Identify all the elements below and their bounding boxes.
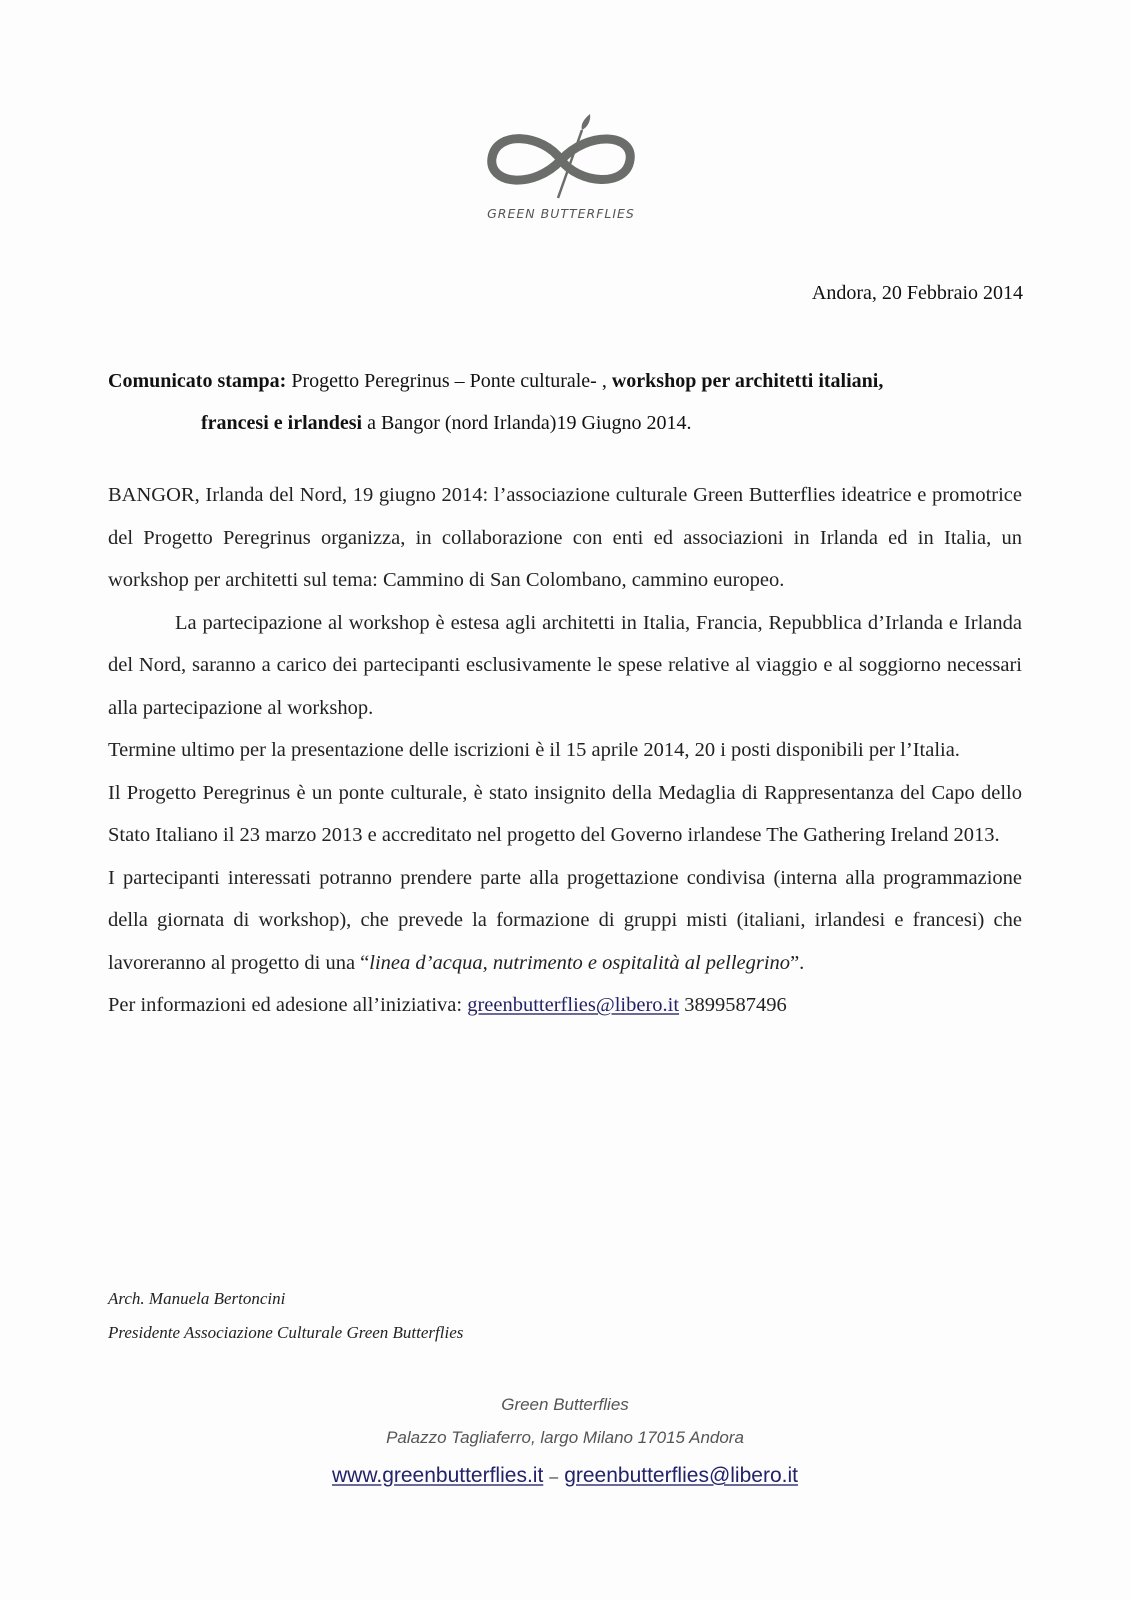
logo-text: GREEN BUTTERFLIES — [487, 206, 635, 221]
footer-address: Palazzo Tagliaferro, largo Milano 17015 Andora — [386, 1428, 744, 1447]
contact-email-link[interactable]: greenbutterflies@libero.it — [467, 994, 680, 1016]
signature-role: Presidente Associazione Culturale Green Butterflies — [108, 1323, 464, 1342]
footer-email-link[interactable]: greenbutterflies@libero.it — [564, 1464, 798, 1487]
footer — [0, 1388, 1130, 1498]
footer-website-link[interactable]: www.greenbutterflies.it — [332, 1464, 544, 1487]
logo — [478, 112, 644, 227]
heading-bold2: francesi e irlandesi — [201, 412, 363, 434]
participants-text: I partecipanti interessati potranno prendere parte alla progettazione condivisa (interna alla programmazione della giornata di workshop), che prevede la formazione di gruppi misti (italiani, irlandesi e francesi) che lavoreranno al progetto di una “ — [108, 866, 1022, 974]
contact-phone: 3899587496 — [679, 994, 787, 1016]
signature-name: Arch. Manuela Bertoncini — [108, 1289, 286, 1308]
signature — [108, 1282, 463, 1350]
paragraph-participants — [108, 857, 1022, 985]
footer-links — [0, 1456, 1130, 1498]
paragraph-participation: La partecipazione al workshop è estesa agli architetti in Italia, Francia, Repubblica d’Irlanda e Irlanda del Nord, saranno a carico dei partecipanti esclusivamente le spese relative al viaggio e al soggiorno necessari alla partecipazione al workshop. — [108, 611, 1022, 719]
footer-separator: – — [549, 1469, 559, 1486]
heading-part2: a Bangor (nord Irlanda)19 Giugno 2014. — [362, 412, 692, 434]
heading-part1: Progetto Peregrinus – Ponte culturale- , — [286, 370, 612, 392]
letter-body — [108, 474, 1022, 1027]
paragraph-deadline: Termine ultimo per la presentazione delle iscrizioni è il 15 aprile 2014, 20 i posti disponibili per l’Italia. — [108, 739, 960, 761]
contact-label: Per informazioni ed adesione all’iniziativa: — [108, 994, 468, 1016]
paragraph-project: Il Progetto Peregrinus è un ponte culturale, è stato insignito della Medaglia di Rappresentanza del Capo dello Stato Italiano il 23 marzo 2013 e accreditato nel progetto del Governo irlandese The Gathering Ireland 2013. — [108, 781, 1022, 846]
heading-label: Comunicato stampa: — [108, 370, 287, 392]
paragraph-intro: BANGOR, Irlanda del Nord, 19 giugno 2014: l’associazione culturale Green Butterflies ideatrice e promotrice del Progetto Peregrinus organizza, in collaborazione con enti ed associazioni in Irlanda ed in Italia, un workshop per architetti sul tema: Cammino di San Colombano, cammino europeo. — [108, 484, 1022, 591]
participants-italic: linea d’acqua, nutrimento e ospitalità al pellegrino — [369, 951, 791, 974]
infinity-with-feather-icon — [478, 112, 644, 202]
participants-end: ”. — [790, 951, 805, 974]
letter-date: Andora, 20 Febbraio 2014 — [811, 282, 1023, 304]
heading-bold1: workshop per architetti italiani, — [611, 370, 884, 392]
paragraph-contact — [108, 984, 1022, 1027]
footer-org: Green Butterflies — [501, 1395, 629, 1414]
press-release-heading — [108, 360, 1028, 444]
